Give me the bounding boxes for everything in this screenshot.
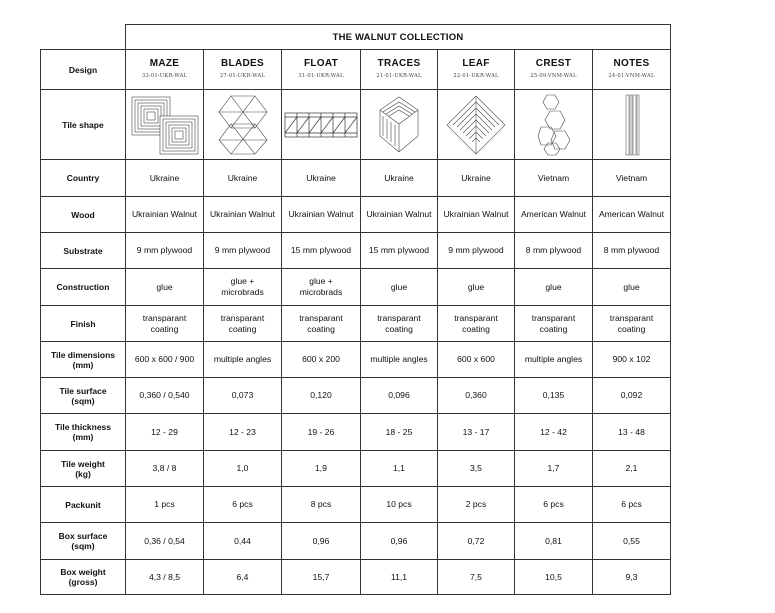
finish-row [41,306,671,342]
table-cell: 12 - 29 [126,414,204,451]
collection-title: THE WALNUT COLLECTION [126,25,671,50]
table-cell: Ukraine [438,160,515,197]
spec-table-wrapper [40,24,671,595]
walnut-collection-table [40,24,671,595]
row-label-construction: Construction [41,269,126,306]
table-cell: 0,135 [515,378,593,414]
table-cell: 1,0 [204,451,282,487]
substrate-row [41,233,671,269]
crest-tile-icon [537,93,571,157]
table-cell: Vietnam [515,160,593,197]
table-cell: Ukraine [204,160,282,197]
table-cell: 2,1 [593,451,671,487]
traces-tile-icon [377,94,421,156]
table-cell: glue [126,269,204,306]
table-cell: 19 - 26 [282,414,361,451]
design-cell [361,50,438,90]
table-cell: Ukrainian Walnut [282,197,361,233]
row-label-box-weight: Box weight (gross) [41,560,126,595]
table-cell: 4,3 / 8,5 [126,560,204,595]
table-cell: American Walnut [593,197,671,233]
table-cell: transparant coating [361,306,438,342]
design-cell [438,50,515,90]
table-cell: glue [438,269,515,306]
table-cell: 10,5 [515,560,593,595]
table-cell: 7,5 [438,560,515,595]
blades-tile-icon [215,94,271,156]
table-cell: transparant coating [282,306,361,342]
row-label-packunit: Packunit [41,487,126,523]
table-cell: glue + microbrads [282,269,361,306]
shape-cell [515,90,593,160]
row-label-tile-shape: Tile shape [41,90,126,160]
country-row [41,160,671,197]
table-cell: 600 x 200 [282,342,361,378]
row-label-finish: Finish [41,306,126,342]
table-cell: 0,72 [438,523,515,560]
table-cell: 900 x 102 [593,342,671,378]
row-label-tile-surface: Tile surface (sqm) [41,378,126,414]
shape-cell [361,90,438,160]
table-cell: 0,360 / 0,540 [126,378,204,414]
table-cell: 12 - 42 [515,414,593,451]
tile-shape-row [41,90,671,160]
table-cell: 3,8 / 8 [126,451,204,487]
table-cell: 12 - 23 [204,414,282,451]
design-cell [282,50,361,90]
table-cell: 1 pcs [126,487,204,523]
table-cell: 13 - 48 [593,414,671,451]
table-cell: 0,96 [282,523,361,560]
box-weight-row [41,560,671,595]
table-cell: Ukrainian Walnut [126,197,204,233]
table-cell: transparant coating [126,306,204,342]
table-cell: 8 mm plywood [515,233,593,269]
table-cell: 8 pcs [282,487,361,523]
design-name: CREST [535,57,572,69]
design-code: 22-01-UKR-WAL [453,72,499,79]
row-label-wood: Wood [41,197,126,233]
table-cell: 6 pcs [593,487,671,523]
table-cell: 15,7 [282,560,361,595]
table-cell: 1,1 [361,451,438,487]
tile-dimensions-row [41,342,671,378]
table-cell: Vietnam [593,160,671,197]
row-label-substrate: Substrate [41,233,126,269]
table-cell: transparant coating [515,306,593,342]
notes-tile-icon [622,93,642,157]
table-cell: 0,96 [361,523,438,560]
table-cell: 8 mm plywood [593,233,671,269]
design-code: 33-01-UKR-WAL [141,72,188,79]
leaf-tile-icon [445,94,507,156]
construction-row [41,269,671,306]
table-cell: Ukraine [361,160,438,197]
table-cell: 9,3 [593,560,671,595]
table-cell: 1,7 [515,451,593,487]
table-cell: 0,44 [204,523,282,560]
row-label-tile-weight: Tile weight (kg) [41,451,126,487]
row-label-tile-thickness: Tile thickness (mm) [41,414,126,451]
shape-cell [593,90,671,160]
design-code: 27-01-UKR-WAL [219,72,266,79]
packunit-row [41,487,671,523]
table-cell: 15 mm plywood [361,233,438,269]
design-cell [515,50,593,90]
design-code: 25-09-VNM-WAL [530,72,577,79]
design-name: TRACES [377,57,421,69]
table-cell: 0,55 [593,523,671,560]
table-cell: transparant coating [204,306,282,342]
table-cell: 0,092 [593,378,671,414]
design-row [41,50,671,90]
table-cell: 0,073 [204,378,282,414]
design-code: 21-01-UKR-WAL [376,72,422,79]
table-cell: 600 x 600 / 900 [126,342,204,378]
table-cell: 18 - 25 [361,414,438,451]
table-cell: 6,4 [204,560,282,595]
tile-surface-row [41,378,671,414]
table-cell: glue [515,269,593,306]
table-cell: 15 mm plywood [282,233,361,269]
shape-cell [438,90,515,160]
design-code: 31-01-UKR-WAL [298,72,344,79]
table-cell: 9 mm plywood [126,233,204,269]
table-cell: glue [593,269,671,306]
box-surface-row [41,523,671,560]
row-label-design: Design [41,50,126,90]
table-cell: 13 - 17 [438,414,515,451]
table-cell: glue [361,269,438,306]
design-cell [126,50,204,90]
table-cell: 9 mm plywood [204,233,282,269]
design-name: MAZE [149,57,180,69]
wood-row [41,197,671,233]
table-cell: multiple angles [204,342,282,378]
row-label-country: Country [41,160,126,197]
table-cell: 1,9 [282,451,361,487]
table-cell: Ukrainian Walnut [438,197,515,233]
table-cell: transparant coating [438,306,515,342]
design-cell [593,50,671,90]
table-cell: transparant coating [593,306,671,342]
row-label-tile-dimensions: Tile dimensions (mm) [41,342,126,378]
tile-weight-row [41,451,671,487]
table-cell: 0,36 / 0,54 [126,523,204,560]
table-cell: 11,1 [361,560,438,595]
table-cell: glue + microbrads [204,269,282,306]
table-cell: Ukrainian Walnut [204,197,282,233]
table-cell: multiple angles [515,342,593,378]
table-cell: 6 pcs [515,487,593,523]
design-name: LEAF [462,57,490,69]
table-cell: 2 pcs [438,487,515,523]
table-cell: 0,120 [282,378,361,414]
table-cell: 3,5 [438,451,515,487]
design-name: FLOAT [303,57,339,69]
design-name: BLADES [221,57,264,69]
table-cell: Ukrainian Walnut [361,197,438,233]
table-cell: Ukraine [126,160,204,197]
table-cell: American Walnut [515,197,593,233]
table-cell: 10 pcs [361,487,438,523]
table-cell: 0,360 [438,378,515,414]
table-cell: 0,096 [361,378,438,414]
float-tile-icon [284,105,358,145]
design-name: NOTES [613,57,650,69]
shape-cell [204,90,282,160]
tile-thickness-row [41,414,671,451]
table-cell: 0,81 [515,523,593,560]
maze-tile-icon [130,94,200,156]
shape-cell [282,90,361,160]
table-cell: 6 pcs [204,487,282,523]
design-cell [204,50,282,90]
table-cell: 600 x 600 [438,342,515,378]
shape-cell [126,90,204,160]
table-cell: Ukraine [282,160,361,197]
row-label-box-surface: Box surface (sqm) [41,523,126,560]
table-cell: 9 mm plywood [438,233,515,269]
design-code: 24-01-VNM-WAL [608,72,655,79]
table-cell: multiple angles [361,342,438,378]
title-row [41,25,671,50]
